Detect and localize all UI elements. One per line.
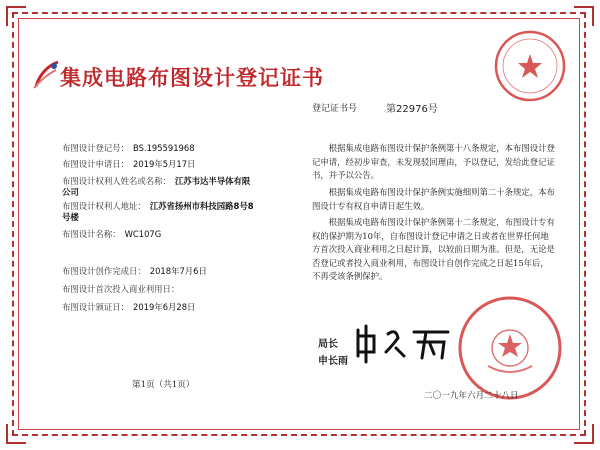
seal-top-right-icon [492,28,568,108]
field-label: 布图设计创作完成日： [62,266,146,276]
field-value: 号楼 [62,212,79,222]
field-label: 布图设计权利人地址： [62,201,146,211]
legal-paragraph-registration: 根据集成电路布图设计保护条例第十八条规定，本布图设计登记申请，经初步审查，未发现驳回理由，予以登记，发给此登记证书，并予以公告。 [312,143,555,180]
corner-ornament [6,424,26,444]
field-label: 布图设计权利人姓名或名称： [62,176,171,186]
owner-address-field [62,201,254,212]
field-value: 2019年6月28日 [133,302,196,312]
corner-ornament [574,424,594,444]
issue-date: 二〇一九年六月二十八日 [424,391,519,401]
owner-name-field-cont [62,187,79,198]
certificate-title: 集成电路布图设计登记证书 [60,65,324,90]
field-label: 布图设计首次投入商业利用日： [62,284,180,294]
corner-ornament [6,6,26,26]
creation-date-field [62,266,207,277]
director-title: 局长 [318,339,338,350]
first-commercial-use-field [62,284,183,295]
certificate-number-label: 登记证书号 [312,104,358,114]
issue-date-field [62,302,195,313]
director-name: 申长雨 [318,356,348,367]
legal-paragraph-protection-term: 根据集成电路布图设计保护条例第十二条规定，布图设计专有权的保护期为10年，自布图设计登记申请之日或者在世界任何地方首次投入商业利用之日起计算，以较前日期为准。但是，无论是否登记或者投入商业利用，布图设计自创作完成之日起15年后，不再受该条例保护。 [312,217,555,281]
field-value: 2019年5月17日 [133,159,196,169]
filing-date-field [62,159,195,170]
registration-number-field [62,143,195,154]
field-value: BS.195591968 [133,143,195,153]
field-label: 布图设计名称： [62,229,121,239]
field-value: 江苏韦达半导体有限 [174,176,251,186]
director-signature-icon [352,322,452,370]
corner-ornament [574,6,594,26]
field-value: 江苏省扬州市科技园路8号8 [149,201,254,211]
legal-paragraph-effective: 根据集成电路布图设计保护条例实施细则第二十条规定，本布图设计专有权自申请日起生效。 [312,187,555,211]
field-label: 布图设计颁证日： [62,302,129,312]
cnipa-logo-icon [32,58,60,94]
certificate-number-value: 第22976号 [386,104,438,115]
field-value: 公司 [62,187,79,197]
field-value: 2018年7月6日 [149,266,207,276]
page-number: 第1页（共1页） [132,380,195,390]
field-label: 布图设计登记号： [62,143,129,153]
owner-name-field [62,176,250,187]
field-value: WC107G [124,229,162,239]
owner-address-field-cont [62,212,79,223]
field-label: 布图设计申请日： [62,159,129,169]
design-name-field [62,229,161,240]
